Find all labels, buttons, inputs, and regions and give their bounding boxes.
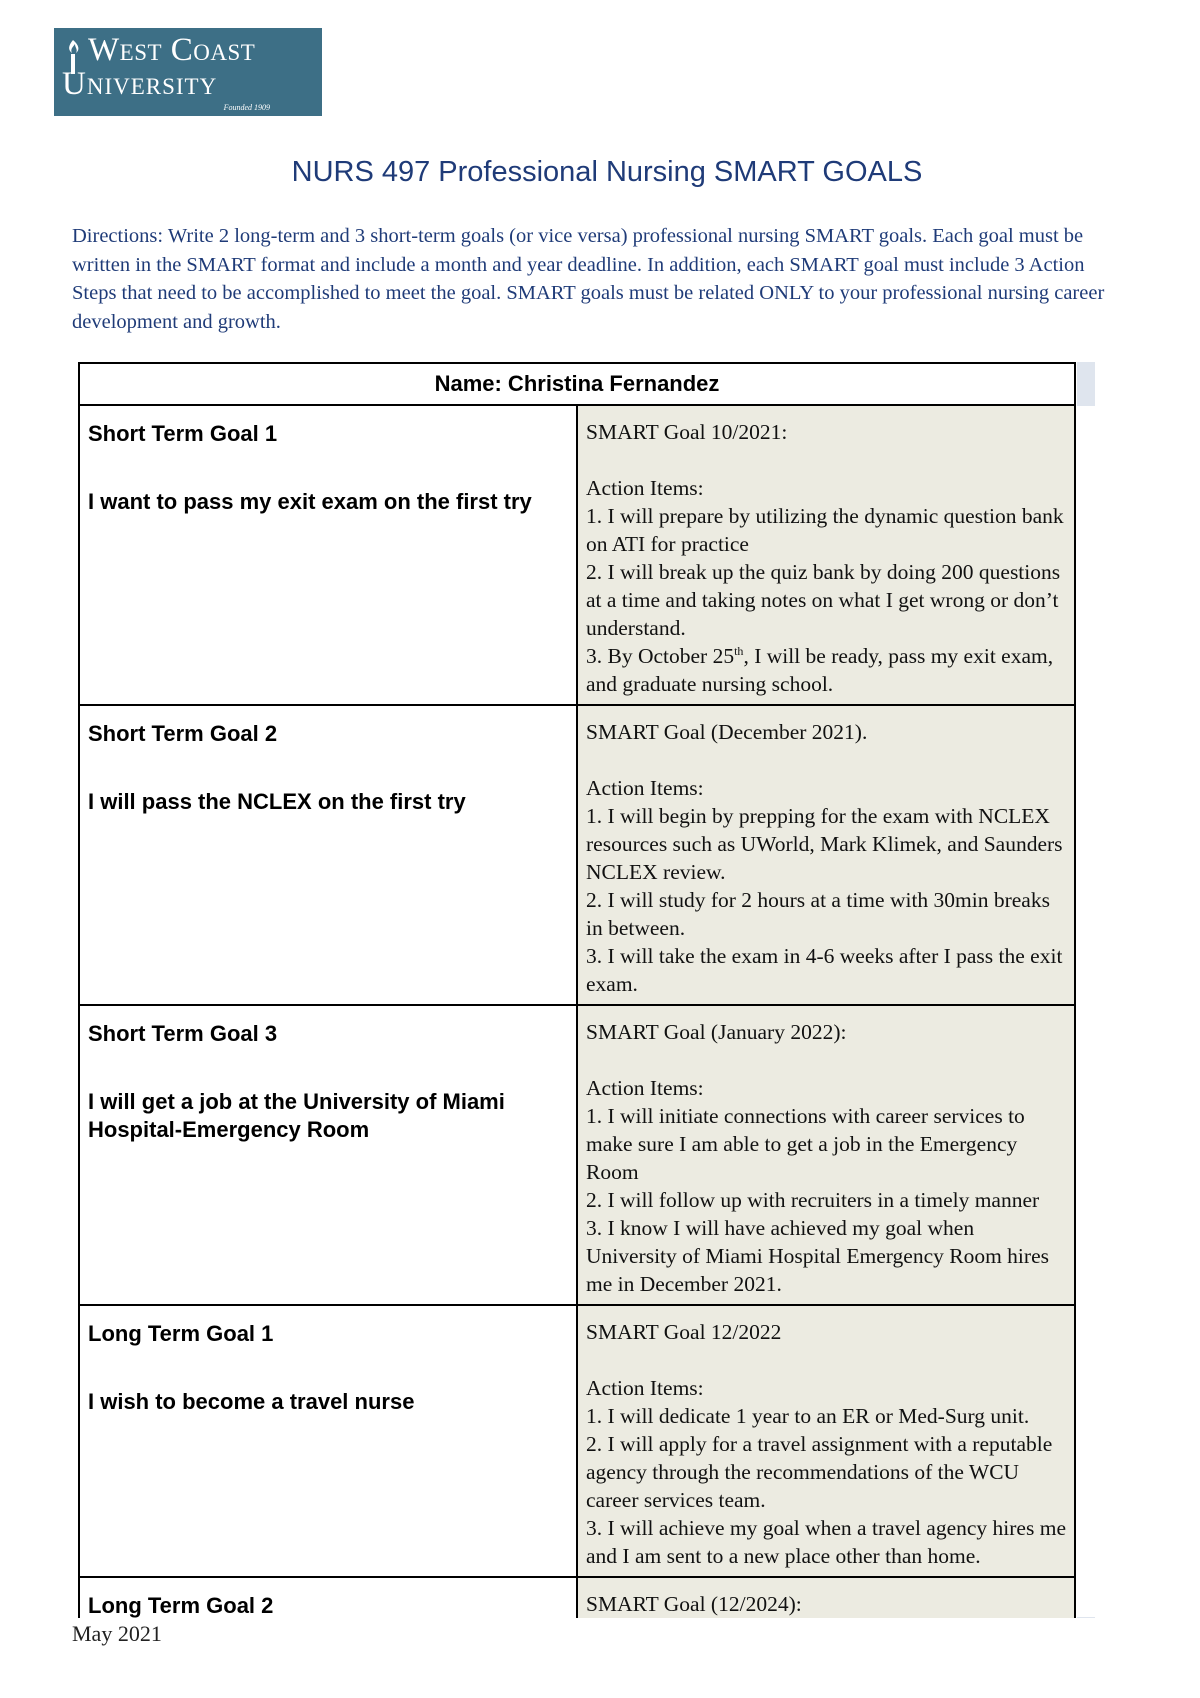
goal-label: Long Term Goal 2 [88,1593,274,1618]
smart-goal-cell [577,705,1075,1005]
goals-table [78,362,1076,1618]
goal-statement: I will get a job at the University of Miami Hospital-Emergency Room [88,1089,505,1142]
smart-goal-cell [577,1577,1075,1618]
goal-label-cell [79,405,577,705]
action-item: 1. I will dedicate 1 year to an ER or Med-Surg unit. [586,1404,1030,1428]
directions-text: Directions: Write 2 long-term and 3 short-term goals (or vice versa) professional nursing SMART goals. Each goal must be written in the SMART format and include a month and year deadline. In addition, each SMART goal must include 3 Action Steps that need to be accomplished to meet the goal. SMART goals must be related ONLY to your professional nursing career development and growth. [72,225,1105,333]
action-items-title: Action Items: [586,476,704,500]
university-logo [54,28,322,116]
goal-label: Short Term Goal 3 [88,1021,278,1046]
footer-date: May 2021 [72,1621,162,1646]
action-item: 2. I will study for 2 hours at a time with 30min breaks in between. [586,888,1050,940]
smart-goal-cell [577,405,1075,705]
smart-goal-deadline: SMART Goal (12/2024): [586,1592,802,1616]
action-item: 1. I will begin by prepping for the exam with NCLEX resources such as UWorld, Mark Klimek, and Saunders NCLEX review. [586,804,1063,884]
goal-statement: I wish to become a travel nurse [88,1389,415,1414]
goals-table-container [78,362,1076,1618]
student-name: Name: Christina Fernandez [79,363,1075,405]
action-item: 2. I will follow up with recruiters in a timely manner [586,1188,1040,1212]
table-shade-strip [1077,362,1095,406]
action-item: 2. I will break up the quiz bank by doing 200 questions at a time and taking notes on what I get wrong or don’t understand. [586,560,1061,640]
table-shade-line [1077,1617,1095,1618]
logo-line-2: University [62,66,218,102]
action-items-title: Action Items: [586,1076,704,1100]
smart-goal-deadline: SMART Goal 10/2021: [586,420,788,444]
action-item: 3. I will achieve my goal when a travel agency hires me and I am sent to a new place other than home. [586,1516,1066,1568]
table-row [79,705,1075,1005]
action-item: 1. I will initiate connections with career services to make sure I am able to get a job in the Emergency Room [586,1104,1025,1184]
goal-label-cell [79,1577,577,1618]
goal-label-cell [79,705,577,1005]
action-items-title: Action Items: [586,1376,704,1400]
smart-goal-cell [577,1005,1075,1305]
goal-label-cell [79,1005,577,1305]
goal-label: Short Term Goal 1 [88,421,278,446]
action-items-title: Action Items: [586,776,704,800]
table-row [79,405,1075,705]
smart-goal-deadline: SMART Goal 12/2022 [586,1320,782,1344]
goal-statement: I will pass the NCLEX on the first try [88,789,466,814]
table-header-row [79,363,1075,405]
table-row [79,1577,1075,1618]
goal-label: Short Term Goal 2 [88,721,278,746]
action-item: 3. I will take the exam in 4-6 weeks after I pass the exit exam. [586,944,1063,996]
goal-label-cell [79,1305,577,1577]
smart-goal-deadline: SMART Goal (December 2021). [586,720,868,744]
smart-goal-cell [577,1305,1075,1577]
page-title: NURS 497 Professional Nursing SMART GOALS [291,156,923,188]
smart-goal-deadline: SMART Goal (January 2022): [586,1020,847,1044]
logo-line-1: West Coast [88,32,256,68]
logo-founded: Founded 1909 [223,103,270,112]
action-item: 1. I will prepare by utilizing the dynamic question bank on ATI for practice [586,504,1064,556]
action-item: 3. By October 25th, I will be ready, pass my exit exam, and graduate nursing school. [586,643,1054,696]
goal-label: Long Term Goal 1 [88,1321,274,1346]
action-item: 3. I know I will have achieved my goal when University of Miami Hospital Emergency Room hires me in December 2021. [586,1216,1049,1296]
action-item: 2. I will apply for a travel assignment with a reputable agency through the recommendations of the WCU career services team. [586,1432,1053,1512]
table-row [79,1305,1075,1577]
goal-statement: I want to pass my exit exam on the first try [88,489,532,514]
table-row [79,1005,1075,1305]
